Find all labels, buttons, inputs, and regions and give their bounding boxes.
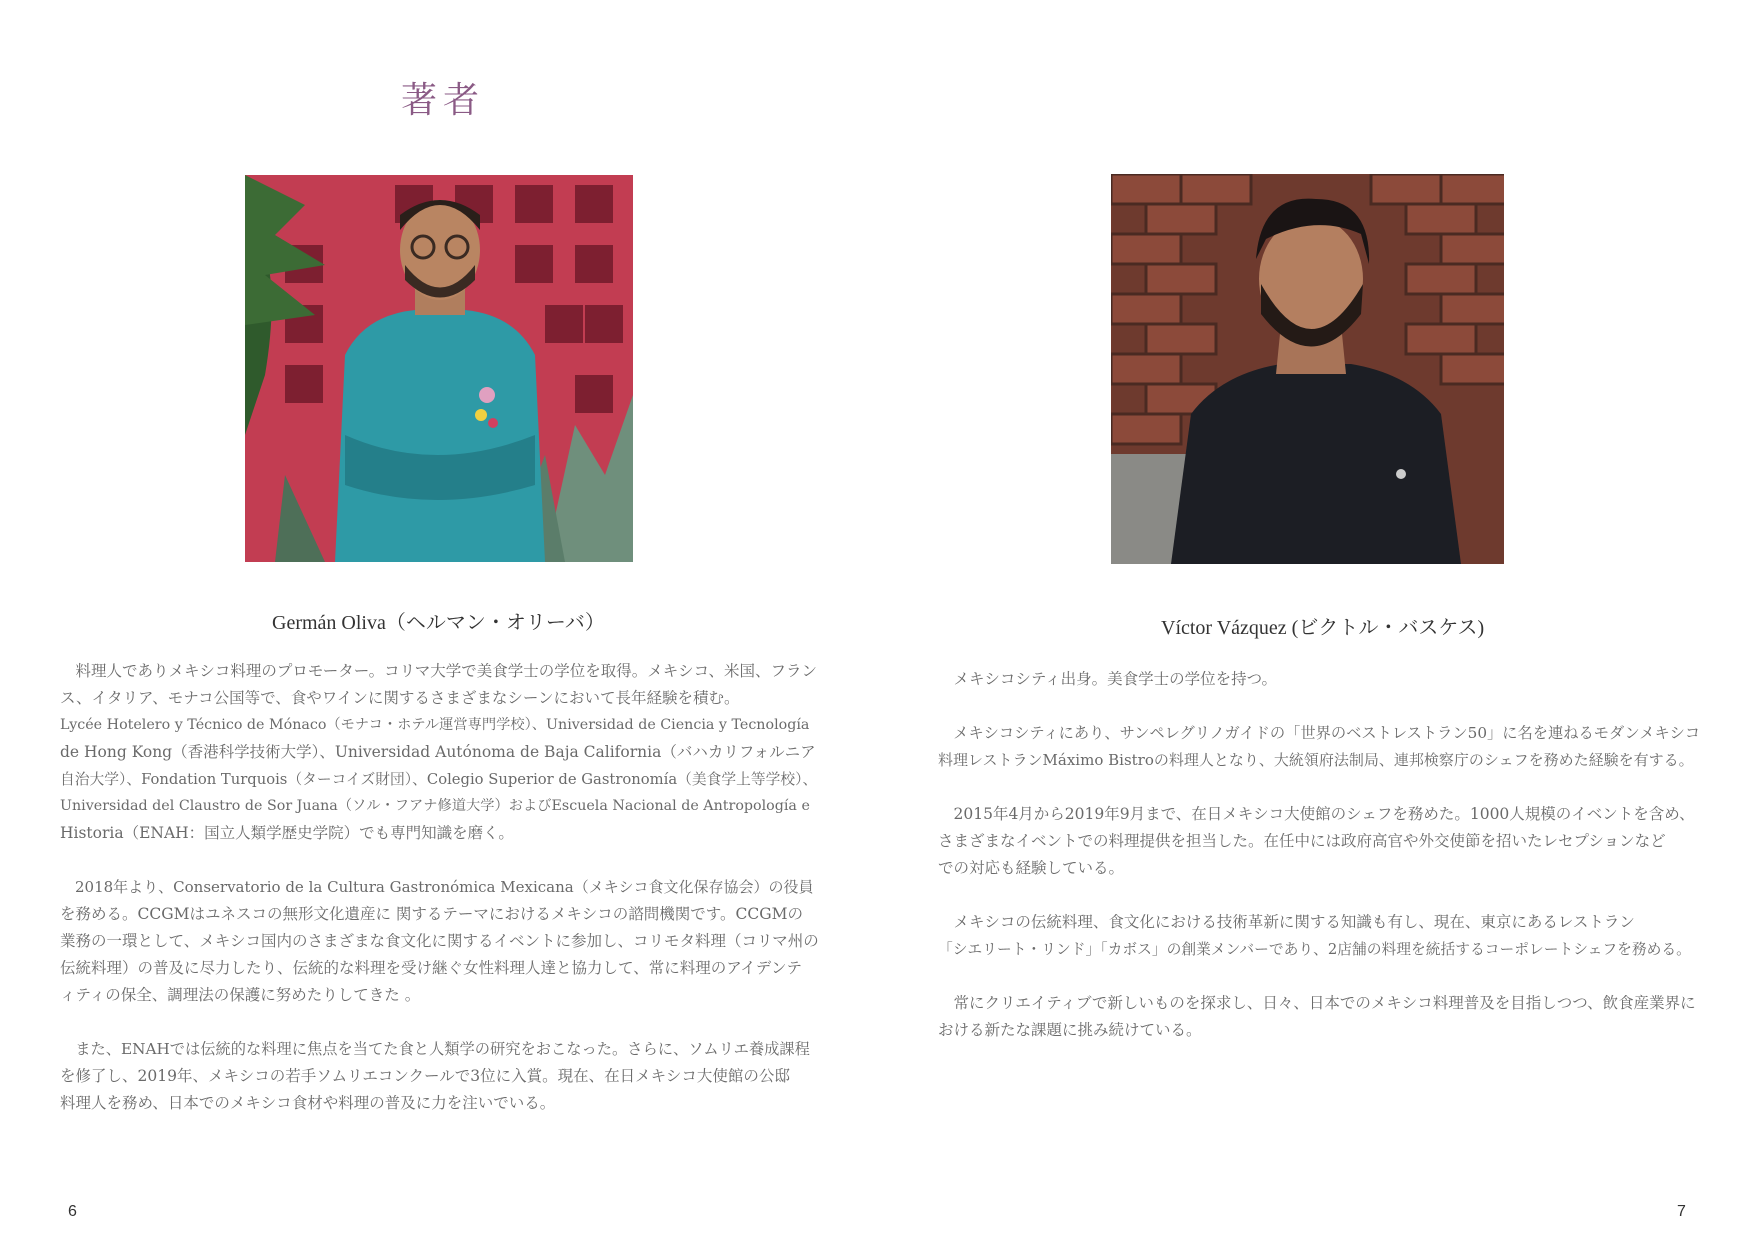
bio-line: 料理レストランMáximo Bistroの料理人となり、大統領府法制局、連邦検察庁のシェフを務めた経験を有する。	[938, 751, 1694, 769]
bio-line: 料理人でありメキシコ料理のプロモーター。コリマ大学で美食学士の学位を取得。メキシコ、米国、フラン	[60, 662, 818, 680]
bio-line: での対応も経験している。	[938, 859, 1125, 877]
bio-line: ス、イタリア、モナコ公国等で、食やワインに関するさまざまなシーンにおいて長年経験を積む。	[60, 689, 740, 707]
bio-line: を務める。CCGMはユネスコの無形文化遺産に 関するテーマにおけるメキシコの諮問機関です。CCGMの	[60, 905, 803, 923]
author-name-victor-vazquez: Víctor Vázquez (ビクトル・バスケス)	[1161, 617, 1485, 639]
author-bio-german-oliva	[60, 658, 820, 1144]
bio-line: メキシコの伝統料理、食文化における技術革新に関する知識も有し、現在、東京にあるレストラン	[938, 913, 1635, 931]
chef-portrait-image	[1111, 174, 1504, 564]
bio-line: de Hong Kong（香港科学技術大学）、Universidad Autónoma de Baja California（バハカリフォルニア	[60, 743, 816, 761]
bio-paragraph	[938, 909, 1700, 963]
bio-line: さまざまなイベントでの料理提供を担当した。在任中には政府高官や外交使節を招いたレセプションなど	[938, 832, 1666, 850]
bio-paragraph	[60, 874, 820, 1009]
bio-paragraph	[60, 1036, 820, 1117]
bio-line: 2018年より、Conservatorio de la Cultura Gastronómica Mexicana（メキシコ食文化保存協会）の役員	[60, 878, 814, 896]
bio-line: 業務の一環として、メキシコ国内のさまざまな食文化に関するイベントに参加し、コリモタ料理（コリマ州の	[60, 932, 819, 950]
bio-line: を修了し、2019年、メキシコの若手ソムリエコンクールで3位に入賞。現在、在日メキシコ大使館の公邸	[60, 1067, 790, 1085]
bio-line: 「シエリート・リンド」「カボス」の創業メンバーであり、2店舗の料理を統括するコーポレートシェフを務める。	[938, 941, 1691, 958]
chef-portrait-image	[245, 175, 633, 562]
bio-paragraph	[938, 720, 1700, 774]
bio-line: 自治大学）、Fondation Turquois（ターコイズ財団）、Colegio Superior de Gastronomía（美食学上等学校）、	[60, 771, 818, 788]
bio-line: また、ENAHでは伝統的な料理に焦点を当てた食と人類学の研究をおこなった。さらに、ソムリエ養成課程	[60, 1040, 810, 1058]
bio-line: 2015年4月から2019年9月まで、在日メキシコ大使館のシェフを務めた。1000人規模のイベントを含め、	[938, 805, 1695, 823]
page-number-right: 7	[1677, 1203, 1686, 1220]
bio-line: 料理人を務め、日本でのメキシコ食材や料理の普及に力を注いでいる。	[60, 1094, 556, 1112]
bio-line: Lycée Hotelero y Técnico de Mónaco（モナコ・ホテル運営専門学校）、Universidad de Ciencia y Tecnología	[60, 717, 810, 733]
author-name-german-oliva: Germán Oliva（ヘルマン・オリーバ）	[272, 612, 605, 634]
author-bio-victor-vazquez	[938, 666, 1700, 1071]
page-title: 著者	[401, 80, 486, 121]
author-photo-german-oliva	[245, 175, 633, 562]
bio-line: おける新たな課題に挑み続けている。	[938, 1021, 1202, 1039]
bio-paragraph	[60, 658, 820, 847]
bio-line: Historia（ENAH：国立人類学歴史学院）でも専門知識を磨く。	[60, 824, 514, 842]
bio-paragraph	[938, 801, 1700, 882]
bio-line: Universidad del Claustro de Sor Juana（ソル・フアナ修道大学）およびEscuela Nacional de Antropología e	[60, 798, 810, 814]
bio-paragraph	[938, 990, 1700, 1044]
bio-line: 伝統料理）の普及に尽力したり、伝統的な料理を受け継ぐ女性料理人達と協力して、常に料理のアイデンテ	[60, 959, 802, 977]
author-photo-victor-vazquez	[1111, 174, 1504, 564]
bio-line: メキシコシティにあり、サンペレグリノガイドの「世界のベストレストラン50」に名を連ねるモダンメキシコ	[938, 724, 1701, 742]
bio-line: 常にクリエイティブで新しいものを探求し、日々、日本でのメキシコ料理普及を目指しつつ、飲食産業界に	[938, 994, 1696, 1012]
bio-line: メキシコシティ出身。美食学士の学位を持つ。	[938, 670, 1277, 688]
bio-line: ィティの保全、調理法の保護に努めたりしてきた 。	[60, 986, 421, 1004]
bio-paragraph	[938, 666, 1700, 693]
page-number-left: 6	[68, 1203, 77, 1220]
